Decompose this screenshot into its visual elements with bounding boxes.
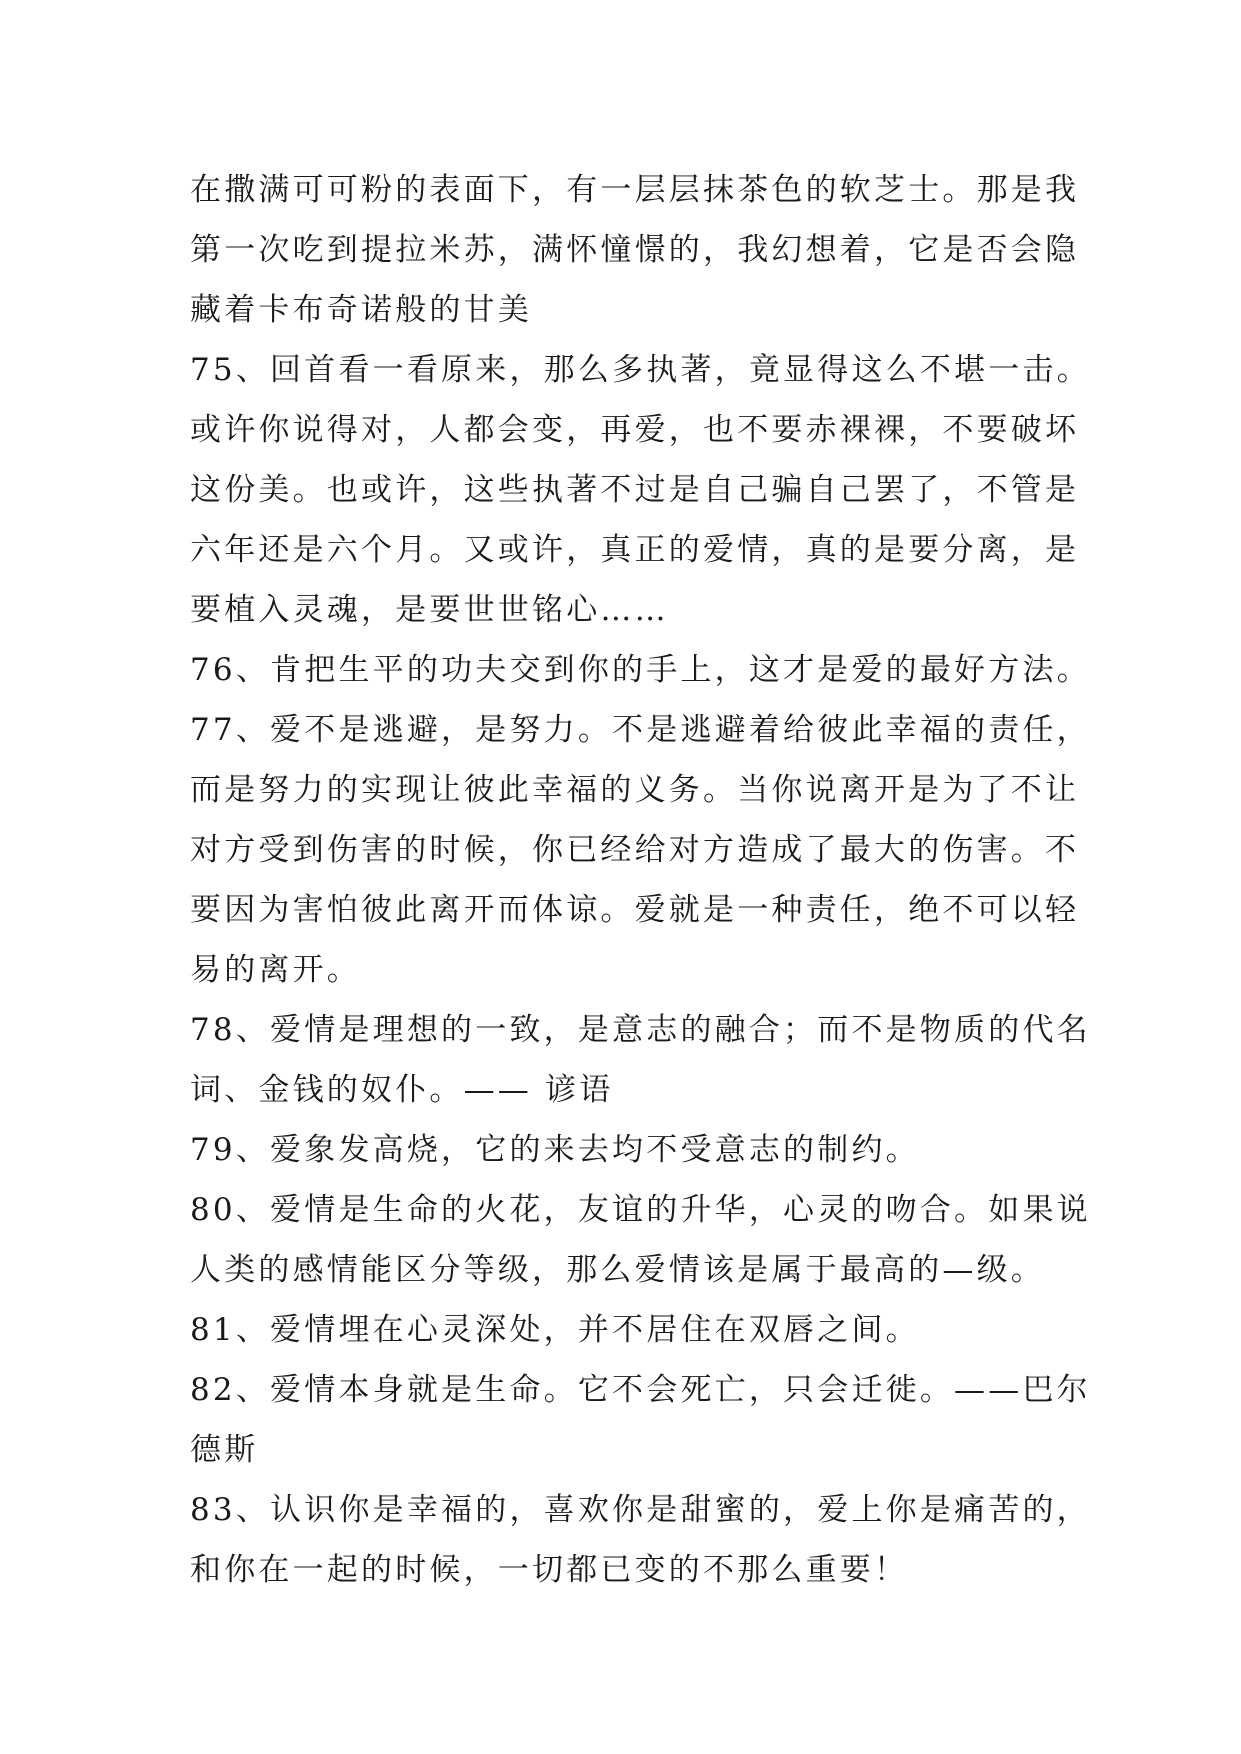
text-line: 76、肯把生平的功夫交到你的手上，这才是爱的最好方法。 bbox=[190, 652, 1091, 688]
text-line: 80、爱情是生命的火花，友谊的升华，心灵的吻合。如果说 bbox=[190, 1192, 1091, 1228]
text-line: 这份美。也或许，这些执著不过是自己骗自己罢了，不管是 bbox=[190, 472, 1080, 508]
text-line: 而是努力的实现让彼此幸福的义务。当你说离开是为了不让 bbox=[190, 772, 1080, 808]
text-line: 人类的感情能区分等级，那么爱情该是属于最高的—级。 bbox=[190, 1252, 1045, 1288]
text-line: 75、回首看一看原来，那么多执著，竟显得这么不堪一击。 bbox=[190, 352, 1091, 388]
text-line: 82、爱情本身就是生命。它不会死亡，只会迁徙。——巴尔 bbox=[190, 1372, 1091, 1408]
text-line: 第一次吃到提拉米苏，满怀憧憬的，我幻想着，它是否会隐 bbox=[190, 232, 1080, 268]
text-line: 79、爱象发高烧，它的来去均不受意志的制约。 bbox=[190, 1132, 920, 1168]
text-line: 六年还是六个月。又或许，真正的爱情，真的是要分离，是 bbox=[190, 532, 1080, 568]
text-line: 或许你说得对，人都会变，再爱，也不要赤裸裸，不要破坏 bbox=[190, 412, 1080, 448]
text-line: 78、爱情是理想的一致，是意志的融合；而不是物质的代名 bbox=[190, 1012, 1091, 1048]
document-body bbox=[190, 160, 1091, 1600]
text-line: 83、认识你是幸福的，喜欢你是甜蜜的，爱上你是痛苦的， bbox=[190, 1492, 1091, 1528]
text-line: 要植入灵魂，是要世世铭心…… bbox=[190, 592, 669, 628]
text-line: 81、爱情埋在心灵深处，并不居住在双唇之间。 bbox=[190, 1312, 920, 1348]
text-line: 易的离开。 bbox=[190, 952, 361, 988]
text-line: 77、爱不是逃避，是努力。不是逃避着给彼此幸福的责任， bbox=[190, 712, 1091, 748]
text-line: 德斯 bbox=[190, 1432, 259, 1468]
text-line: 藏着卡布奇诺般的甘美 bbox=[190, 292, 532, 328]
text-line: 要因为害怕彼此离开而体谅。爱就是一种责任，绝不可以轻 bbox=[190, 892, 1080, 928]
text-line: 词、金钱的奴仆。—— 谚语 bbox=[190, 1072, 614, 1108]
text-line: 在撒满可可粉的表面下，有一层层抹茶色的软芝士。那是我 bbox=[190, 172, 1080, 208]
text-line: 和你在一起的时候，一切都已变的不那么重要！ bbox=[190, 1552, 909, 1588]
text-line: 对方受到伤害的时候，你已经给对方造成了最大的伤害。不 bbox=[190, 832, 1080, 868]
